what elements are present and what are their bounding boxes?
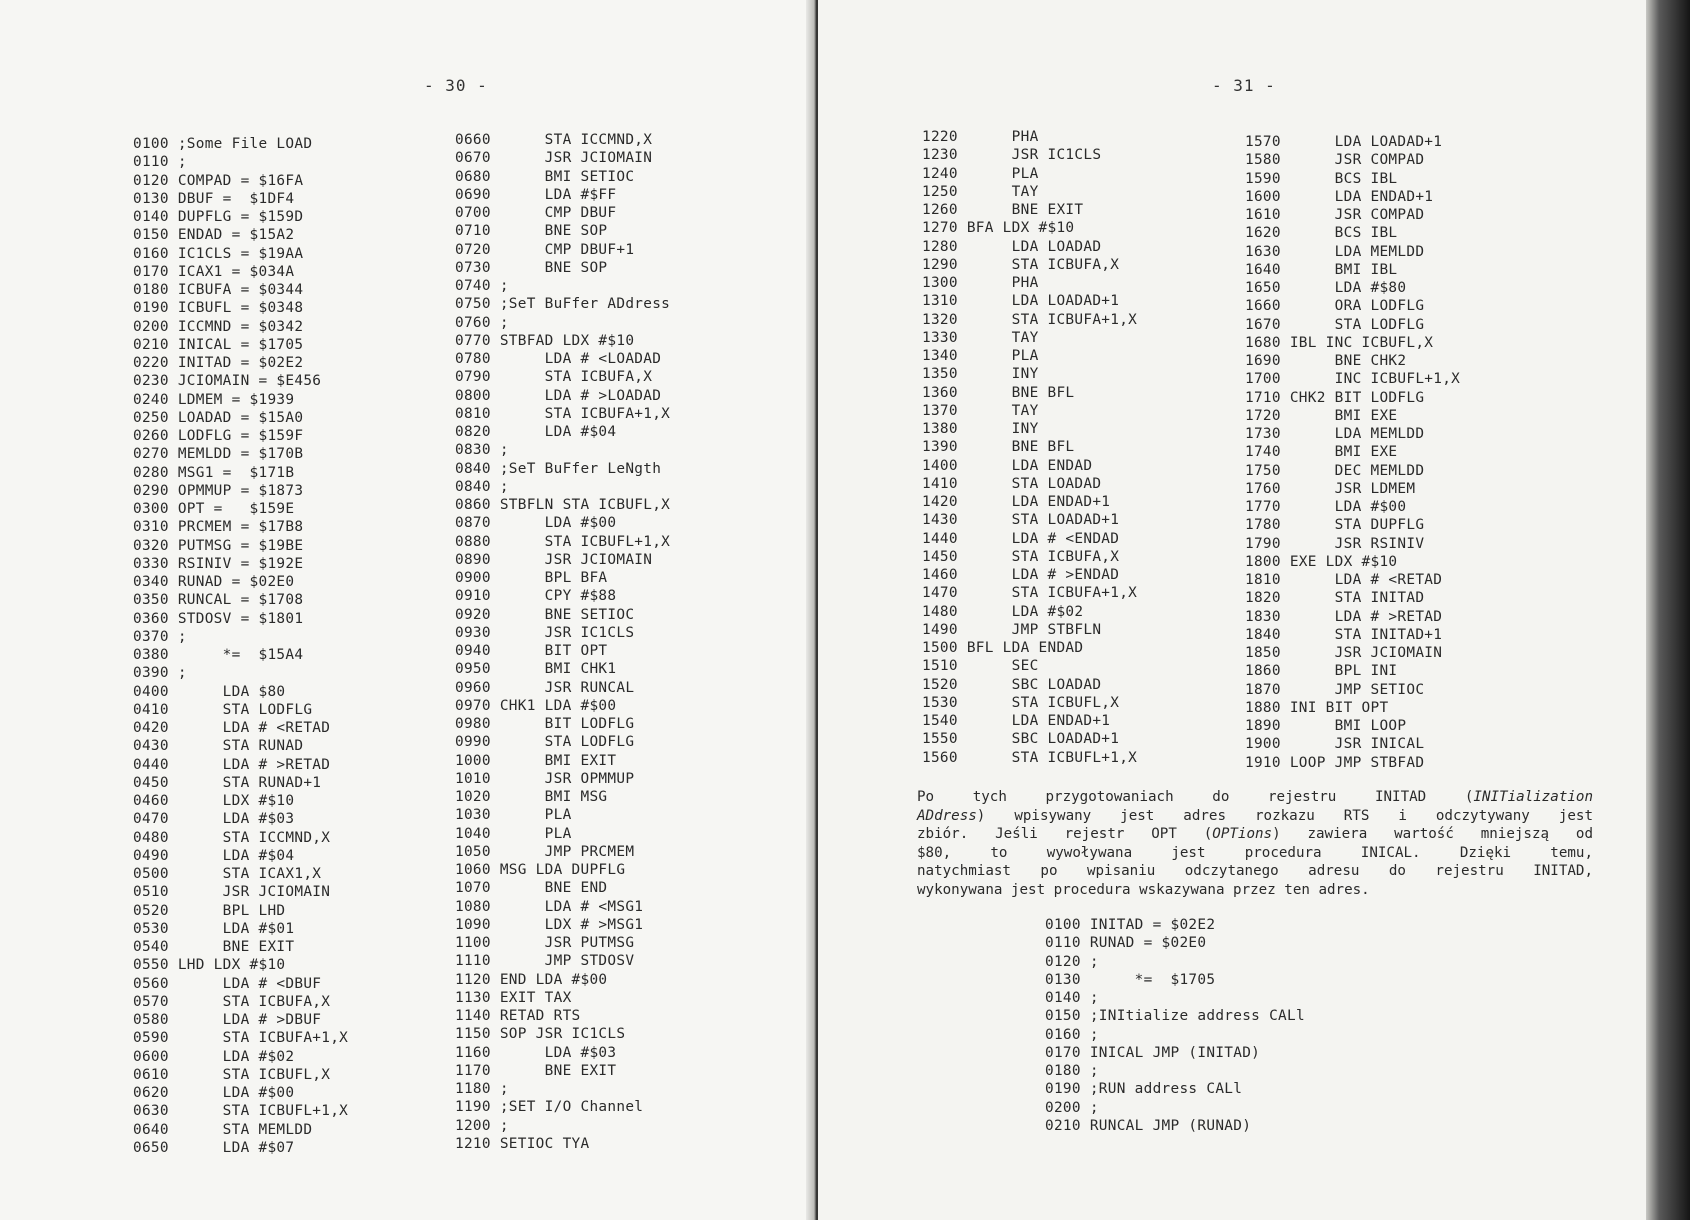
code-line: 0110 ;	[133, 154, 187, 171]
code-line: 1350 INY	[922, 366, 1039, 383]
code-line: 1450 STA ICBUFA,X	[922, 548, 1120, 565]
listing-column-2	[1245, 133, 1460, 772]
code-line: 0140 DUPFLG = $159D	[133, 209, 304, 225]
code-line: 1630 LDA MEMLDD	[1245, 243, 1425, 260]
code-line: 0760 ;	[455, 314, 509, 331]
code-line: 1500 BFL LDA ENDAD	[922, 640, 1084, 656]
code-line: 0510 JSR JCIOMAIN	[133, 884, 331, 901]
code-line: 0700 CMP DBUF	[455, 205, 617, 221]
code-line: 0430 STA RUNAD	[133, 738, 304, 755]
code-line: 1600 LDA ENDAD+1	[1245, 188, 1434, 205]
code-line: 1740 BMI EXE	[1245, 444, 1398, 461]
code-line: 0200 ;	[1045, 1099, 1099, 1116]
code-line: 1790 JSR RSINIV	[1245, 535, 1425, 552]
code-line: 1850 JSR JCIOMAIN	[1245, 645, 1443, 661]
code-line: 0130 DBUF = $1DF4	[133, 190, 295, 207]
code-line: 0770 STBFAD LDX #$10	[455, 332, 635, 349]
code-line: 0910 CPY #$88	[455, 588, 617, 605]
code-line: 0750 ;SeT BuFfer ADdress	[455, 296, 671, 313]
code-line: 0820 LDA #$04	[455, 424, 617, 440]
code-line: 1820 STA INITAD	[1245, 590, 1425, 607]
code-snippet	[1045, 916, 1305, 1135]
code-line: 1060 MSG LDA DUPFLG	[455, 862, 626, 878]
left-page	[0, 0, 812, 1220]
code-line: 0790 STA ICBUFA,X	[455, 369, 653, 386]
code-line: 0680 BMI SETIOC	[455, 168, 635, 185]
code-line: 1760 JSR LDMEM	[1245, 480, 1416, 497]
code-line: 1120 END LDA #$00	[455, 971, 608, 988]
code-line: 0360 STDOSV = $1801	[133, 610, 304, 627]
text-run: ) zawiera wartość mniejszą od	[1272, 826, 1593, 842]
code-line: 0180 ;	[1045, 1063, 1099, 1079]
code-line: 1880 INI BIT OPT	[1245, 699, 1389, 716]
text-line: wykonywana jest procedura wskazywana przez ten adres.	[917, 881, 1370, 898]
code-line: 0460 LDX #$10	[133, 793, 295, 809]
code-line: 1890 BMI LOOP	[1245, 718, 1407, 734]
code-line: 1140 RETAD RTS	[455, 1008, 581, 1024]
code-line: 0560 LDA # <DBUF	[133, 975, 322, 992]
code-line: 0440 LDA # >RETAD	[133, 756, 331, 773]
code-line: 1460 LDA # >ENDAD	[922, 567, 1120, 583]
code-line: 0940 BIT OPT	[455, 643, 608, 659]
code-line: 0890 JSR JCIOMAIN	[455, 551, 653, 568]
code-line: 0150 ENDAD = $15A2	[133, 227, 295, 244]
code-line: 0720 CMP DBUF+1	[455, 241, 635, 258]
code-line: 1090 LDX # >MSG1	[455, 916, 644, 933]
code-line: 1380 INY	[922, 421, 1039, 437]
code-line: 1200 ;	[455, 1117, 509, 1134]
italic-term: OPTions	[1212, 826, 1273, 842]
code-line: 0100 INITAD = $02E2	[1045, 917, 1216, 933]
code-line: 0660 STA ICCMND,X	[455, 132, 653, 148]
code-line: 1910 LOOP JMP STBFAD	[1245, 754, 1425, 771]
code-line: 1050 JMP PRCMEM	[455, 843, 635, 860]
code-line: 0370 ;	[133, 628, 187, 645]
code-line: 1080 LDA # <MSG1	[455, 898, 644, 915]
code-line: 0570 STA ICBUFA,X	[133, 993, 331, 1010]
code-line: 1650 LDA #$80	[1245, 280, 1407, 296]
code-line: 0550 LHD LDX #$10	[133, 957, 286, 974]
code-line: 0630 STA ICBUFL+1,X	[133, 1103, 349, 1120]
code-line: 1230 JSR IC1CLS	[922, 147, 1102, 164]
code-line: 1550 SBC LOADAD+1	[922, 731, 1120, 748]
code-line: 1180 ;	[455, 1081, 509, 1097]
text-line	[917, 825, 1593, 844]
code-line: 1110 JMP STDOSV	[455, 953, 635, 970]
code-line: 1220 PHA	[922, 129, 1039, 145]
code-line: 0670 JSR JCIOMAIN	[455, 150, 653, 167]
code-line: 1040 PLA	[455, 825, 572, 842]
code-line: 1170 BNE EXIT	[455, 1062, 617, 1079]
code-line: 1520 SBC LOADAD	[922, 676, 1102, 693]
code-line: 0990 STA LODFLG	[455, 734, 635, 751]
code-line: 1700 INC ICBUFL+1,X	[1245, 371, 1461, 388]
code-line: 1390 BNE BFL	[922, 439, 1075, 456]
code-line: 0170 INICAL JMP (INITAD)	[1045, 1044, 1261, 1061]
code-line: 0330 RSINIV = $192E	[133, 555, 304, 572]
code-line: 1610 JSR COMPAD	[1245, 207, 1425, 223]
code-line: 0490 LDA #$04	[133, 847, 295, 864]
code-line: 0960 JSR RUNCAL	[455, 679, 635, 696]
code-line: 0230 JCIOMAIN = $E456	[133, 373, 322, 390]
code-line: 0290 OPMMUP = $1873	[133, 482, 304, 499]
code-line: 1470 STA ICBUFA+1,X	[922, 585, 1138, 602]
code-line: 1270 BFA LDX #$10	[922, 220, 1075, 237]
code-line: 1560 STA ICBUFL+1,X	[922, 749, 1138, 766]
code-line: 0410 STA LODFLG	[133, 701, 313, 718]
code-line: 0250 LOADAD = $15A0	[133, 409, 304, 426]
code-line: 1370 TAY	[922, 402, 1039, 419]
code-line: 1260 BNE EXIT	[922, 202, 1084, 218]
code-line: 1860 BPL INI	[1245, 663, 1398, 680]
text-line: $80, to wywoływana jest procedura INICAL. Dzięki temu,	[917, 844, 1593, 861]
code-line: 1020 BMI MSG	[455, 789, 608, 805]
code-line: 1000 BMI EXIT	[455, 752, 617, 769]
code-line: 0520 BPL LHD	[133, 902, 286, 919]
code-line: 0120 COMPAD = $16FA	[133, 172, 304, 189]
code-line: 0450 STA RUNAD+1	[133, 774, 322, 791]
code-line: 0100 ;Some File LOAD	[133, 136, 313, 152]
code-line: 0740 ;	[455, 278, 509, 294]
code-line: 0380 *= $15A4	[133, 647, 304, 663]
code-line: 1010 JSR OPMMUP	[455, 770, 635, 787]
code-line: 1290 STA ICBUFA,X	[922, 256, 1120, 273]
text-line: natychmiast po wpisaniu odczytanego adresu do rejestru INITAD,	[917, 863, 1593, 879]
code-line: 0840 ;	[455, 478, 509, 495]
code-line: 1810 LDA # <RETAD	[1245, 572, 1443, 588]
code-line: 1690 BNE CHK2	[1245, 353, 1407, 369]
code-line: 1580 JSR COMPAD	[1245, 152, 1425, 169]
code-line: 0350 RUNCAL = $1708	[133, 592, 304, 609]
code-line: 1420 LDA ENDAD+1	[922, 494, 1111, 510]
italic-term: ADdress	[917, 807, 977, 824]
code-line: 1770 LDA #$00	[1245, 499, 1407, 515]
code-line: 0900 BPL BFA	[455, 570, 608, 586]
code-line: 1670 STA LODFLG	[1245, 316, 1425, 333]
code-line: 0400 LDA $80	[133, 683, 286, 700]
code-line: 0830 ;	[455, 442, 509, 459]
code-line: 1750 DEC MEMLDD	[1245, 462, 1425, 479]
code-line: 0260 LODFLG = $159F	[133, 428, 304, 444]
code-line: 0470 LDA #$03	[133, 811, 295, 828]
code-line: 0190 ;RUN address CALl	[1045, 1081, 1243, 1098]
code-line: 0310 PRCMEM = $17B8	[133, 519, 304, 536]
code-line: 1710 CHK2 BIT LODFLG	[1245, 389, 1425, 406]
code-line: 0120 ;	[1045, 953, 1099, 970]
text-run: zbiór. Jeśli rejestr OPT (	[917, 826, 1213, 842]
code-line: 0500 STA ICAX1,X	[133, 866, 322, 882]
code-line: 0280 MSG1 = $171B	[133, 464, 295, 481]
code-line: 1330 TAY	[922, 329, 1039, 346]
code-line: 1310 LDA LOADAD+1	[922, 293, 1120, 310]
code-line: 0180 ICBUFA = $0344	[133, 282, 304, 298]
code-line: 0210 RUNCAL JMP (RUNAD)	[1045, 1117, 1252, 1134]
code-line: 0580 LDA # >DBUF	[133, 1012, 322, 1028]
listing-column-2	[455, 131, 670, 1153]
code-line: 0650 LDA #$07	[133, 1139, 295, 1156]
code-line: 0690 LDA #$FF	[455, 186, 617, 203]
code-line: 0390 ;	[133, 665, 187, 682]
code-line: 0600 LDA #$02	[133, 1048, 295, 1065]
code-line: 0210 INICAL = $1705	[133, 336, 304, 353]
code-line: 0840 ;SeT BuFfer LeNgth	[455, 460, 662, 477]
code-line: 1250 TAY	[922, 183, 1039, 200]
code-line: 1410 STA LOADAD	[922, 475, 1102, 492]
book-edge	[1646, 0, 1690, 1220]
code-line: 1430 STA LOADAD+1	[922, 512, 1120, 529]
code-line: 0920 BNE SETIOC	[455, 606, 635, 623]
code-line: 1780 STA DUPFLG	[1245, 517, 1425, 534]
code-line: 1720 BMI EXE	[1245, 407, 1398, 424]
code-line: 0610 STA ICBUFL,X	[133, 1066, 331, 1083]
code-line: 1070 BNE END	[455, 880, 608, 897]
code-line: 0980 BIT LODFLG	[455, 716, 635, 732]
code-line: 1480 LDA #$02	[922, 603, 1084, 620]
code-line: 0930 JSR IC1CLS	[455, 624, 635, 641]
text-run: Po tych przygotowaniach do rejestru INITAD (	[917, 789, 1474, 805]
code-line: 0240 LDMEM = $1939	[133, 391, 295, 408]
code-line: 1320 STA ICBUFA+1,X	[922, 311, 1138, 328]
code-line: 1900 JSR INICAL	[1245, 736, 1425, 753]
code-line: 1440 LDA # <ENDAD	[922, 530, 1120, 547]
code-line: 1830 LDA # >RETAD	[1245, 608, 1443, 625]
italic-term: INITialization	[1473, 789, 1593, 805]
code-line: 0710 BNE SOP	[455, 223, 608, 240]
code-line: 1360 BNE BFL	[922, 384, 1075, 401]
code-line: 0320 PUTMSG = $19BE	[133, 537, 304, 554]
code-line: 0300 OPT = $159E	[133, 501, 295, 517]
code-line: 1660 ORA LODFLG	[1245, 298, 1425, 315]
listing-column-1	[133, 135, 348, 1157]
code-line: 1840 STA INITAD+1	[1245, 626, 1443, 643]
code-line: 0160 IC1CLS = $19AA	[133, 245, 304, 262]
code-line: 0110 RUNAD = $02E0	[1045, 935, 1207, 952]
code-line: 0870 LDA #$00	[455, 515, 617, 532]
code-line: 1340 PLA	[922, 348, 1039, 364]
code-line: 1620 BCS IBL	[1245, 225, 1398, 242]
explanation-paragraph	[917, 788, 1593, 899]
code-line: 1800 EXE LDX #$10	[1245, 553, 1398, 570]
code-line: 1590 BCS IBL	[1245, 170, 1398, 187]
code-line: 1130 EXIT TAX	[455, 989, 572, 1006]
code-line: 0640 STA MEMLDD	[133, 1121, 313, 1138]
code-line: 1640 BMI IBL	[1245, 261, 1398, 278]
code-line: 1540 LDA ENDAD+1	[922, 713, 1111, 729]
code-line: 0590 STA ICBUFA+1,X	[133, 1030, 349, 1047]
code-line: 0340 RUNAD = $02E0	[133, 574, 295, 590]
code-line: 1150 SOP JSR IC1CLS	[455, 1026, 626, 1043]
code-line: 1400 LDA ENDAD	[922, 457, 1093, 474]
code-line: 0860 STBFLN STA ICBUFL,X	[455, 497, 671, 513]
text-line	[917, 807, 1593, 826]
code-line: 1680 IBL INC ICBUFL,X	[1245, 334, 1434, 351]
listing-column-1	[922, 128, 1137, 767]
code-line: 0220 INITAD = $02E2	[133, 355, 304, 371]
code-line: 1280 LDA LOADAD	[922, 238, 1102, 255]
code-line: 1160 LDA #$03	[455, 1044, 617, 1061]
code-line: 1240 PLA	[922, 165, 1039, 182]
code-line: 0730 BNE SOP	[455, 259, 608, 276]
text-line	[917, 788, 1593, 807]
code-line: 0810 STA ICBUFA+1,X	[455, 405, 671, 422]
code-line: 1570 LDA LOADAD+1	[1245, 134, 1443, 150]
text-run: ) wpisywany jest adres rozkazu RTS i odczytywany jest	[976, 807, 1593, 824]
code-line: 1870 JMP SETIOC	[1245, 681, 1425, 698]
code-line: 0160 ;	[1045, 1026, 1099, 1043]
code-line: 0880 STA ICBUFL+1,X	[455, 533, 671, 550]
code-line: 1530 STA ICBUFL,X	[922, 694, 1120, 711]
code-line: 0530 LDA #$01	[133, 920, 295, 937]
code-line: 1300 PHA	[922, 275, 1039, 291]
code-line: 0270 MEMLDD = $170B	[133, 446, 304, 463]
code-line: 0130 *= $1705	[1045, 971, 1216, 988]
code-line: 0620 LDA #$00	[133, 1085, 295, 1101]
code-line: 0480 STA ICCMND,X	[133, 829, 331, 846]
code-line: 1030 PLA	[455, 807, 572, 824]
code-line: 0190 ICBUFL = $0348	[133, 300, 304, 317]
page-number: - 30 -	[424, 76, 488, 95]
code-line: 1730 LDA MEMLDD	[1245, 426, 1425, 442]
code-line: 0950 BMI CHK1	[455, 661, 617, 678]
code-line: 1510 SEC	[922, 658, 1039, 675]
page-number: - 31 -	[1212, 76, 1276, 95]
code-line: 1490 JMP STBFLN	[922, 621, 1102, 638]
code-line: 0420 LDA # <RETAD	[133, 720, 331, 736]
code-line: 1190 ;SET I/O Channel	[455, 1099, 644, 1116]
code-line: 0150 ;INItialize address CALl	[1045, 1008, 1305, 1025]
code-line: 0170 ICAX1 = $034A	[133, 263, 295, 280]
code-line: 0970 CHK1 LDA #$00	[455, 697, 617, 714]
code-line: 1210 SETIOC TYA	[455, 1135, 590, 1152]
code-line: 0200 ICCMND = $0342	[133, 318, 304, 335]
code-line: 0780 LDA # <LOADAD	[455, 351, 662, 367]
code-line: 1100 JSR PUTMSG	[455, 935, 635, 951]
code-line: 0140 ;	[1045, 990, 1099, 1006]
code-line: 0800 LDA # >LOADAD	[455, 387, 662, 404]
code-line: 0540 BNE EXIT	[133, 939, 295, 955]
